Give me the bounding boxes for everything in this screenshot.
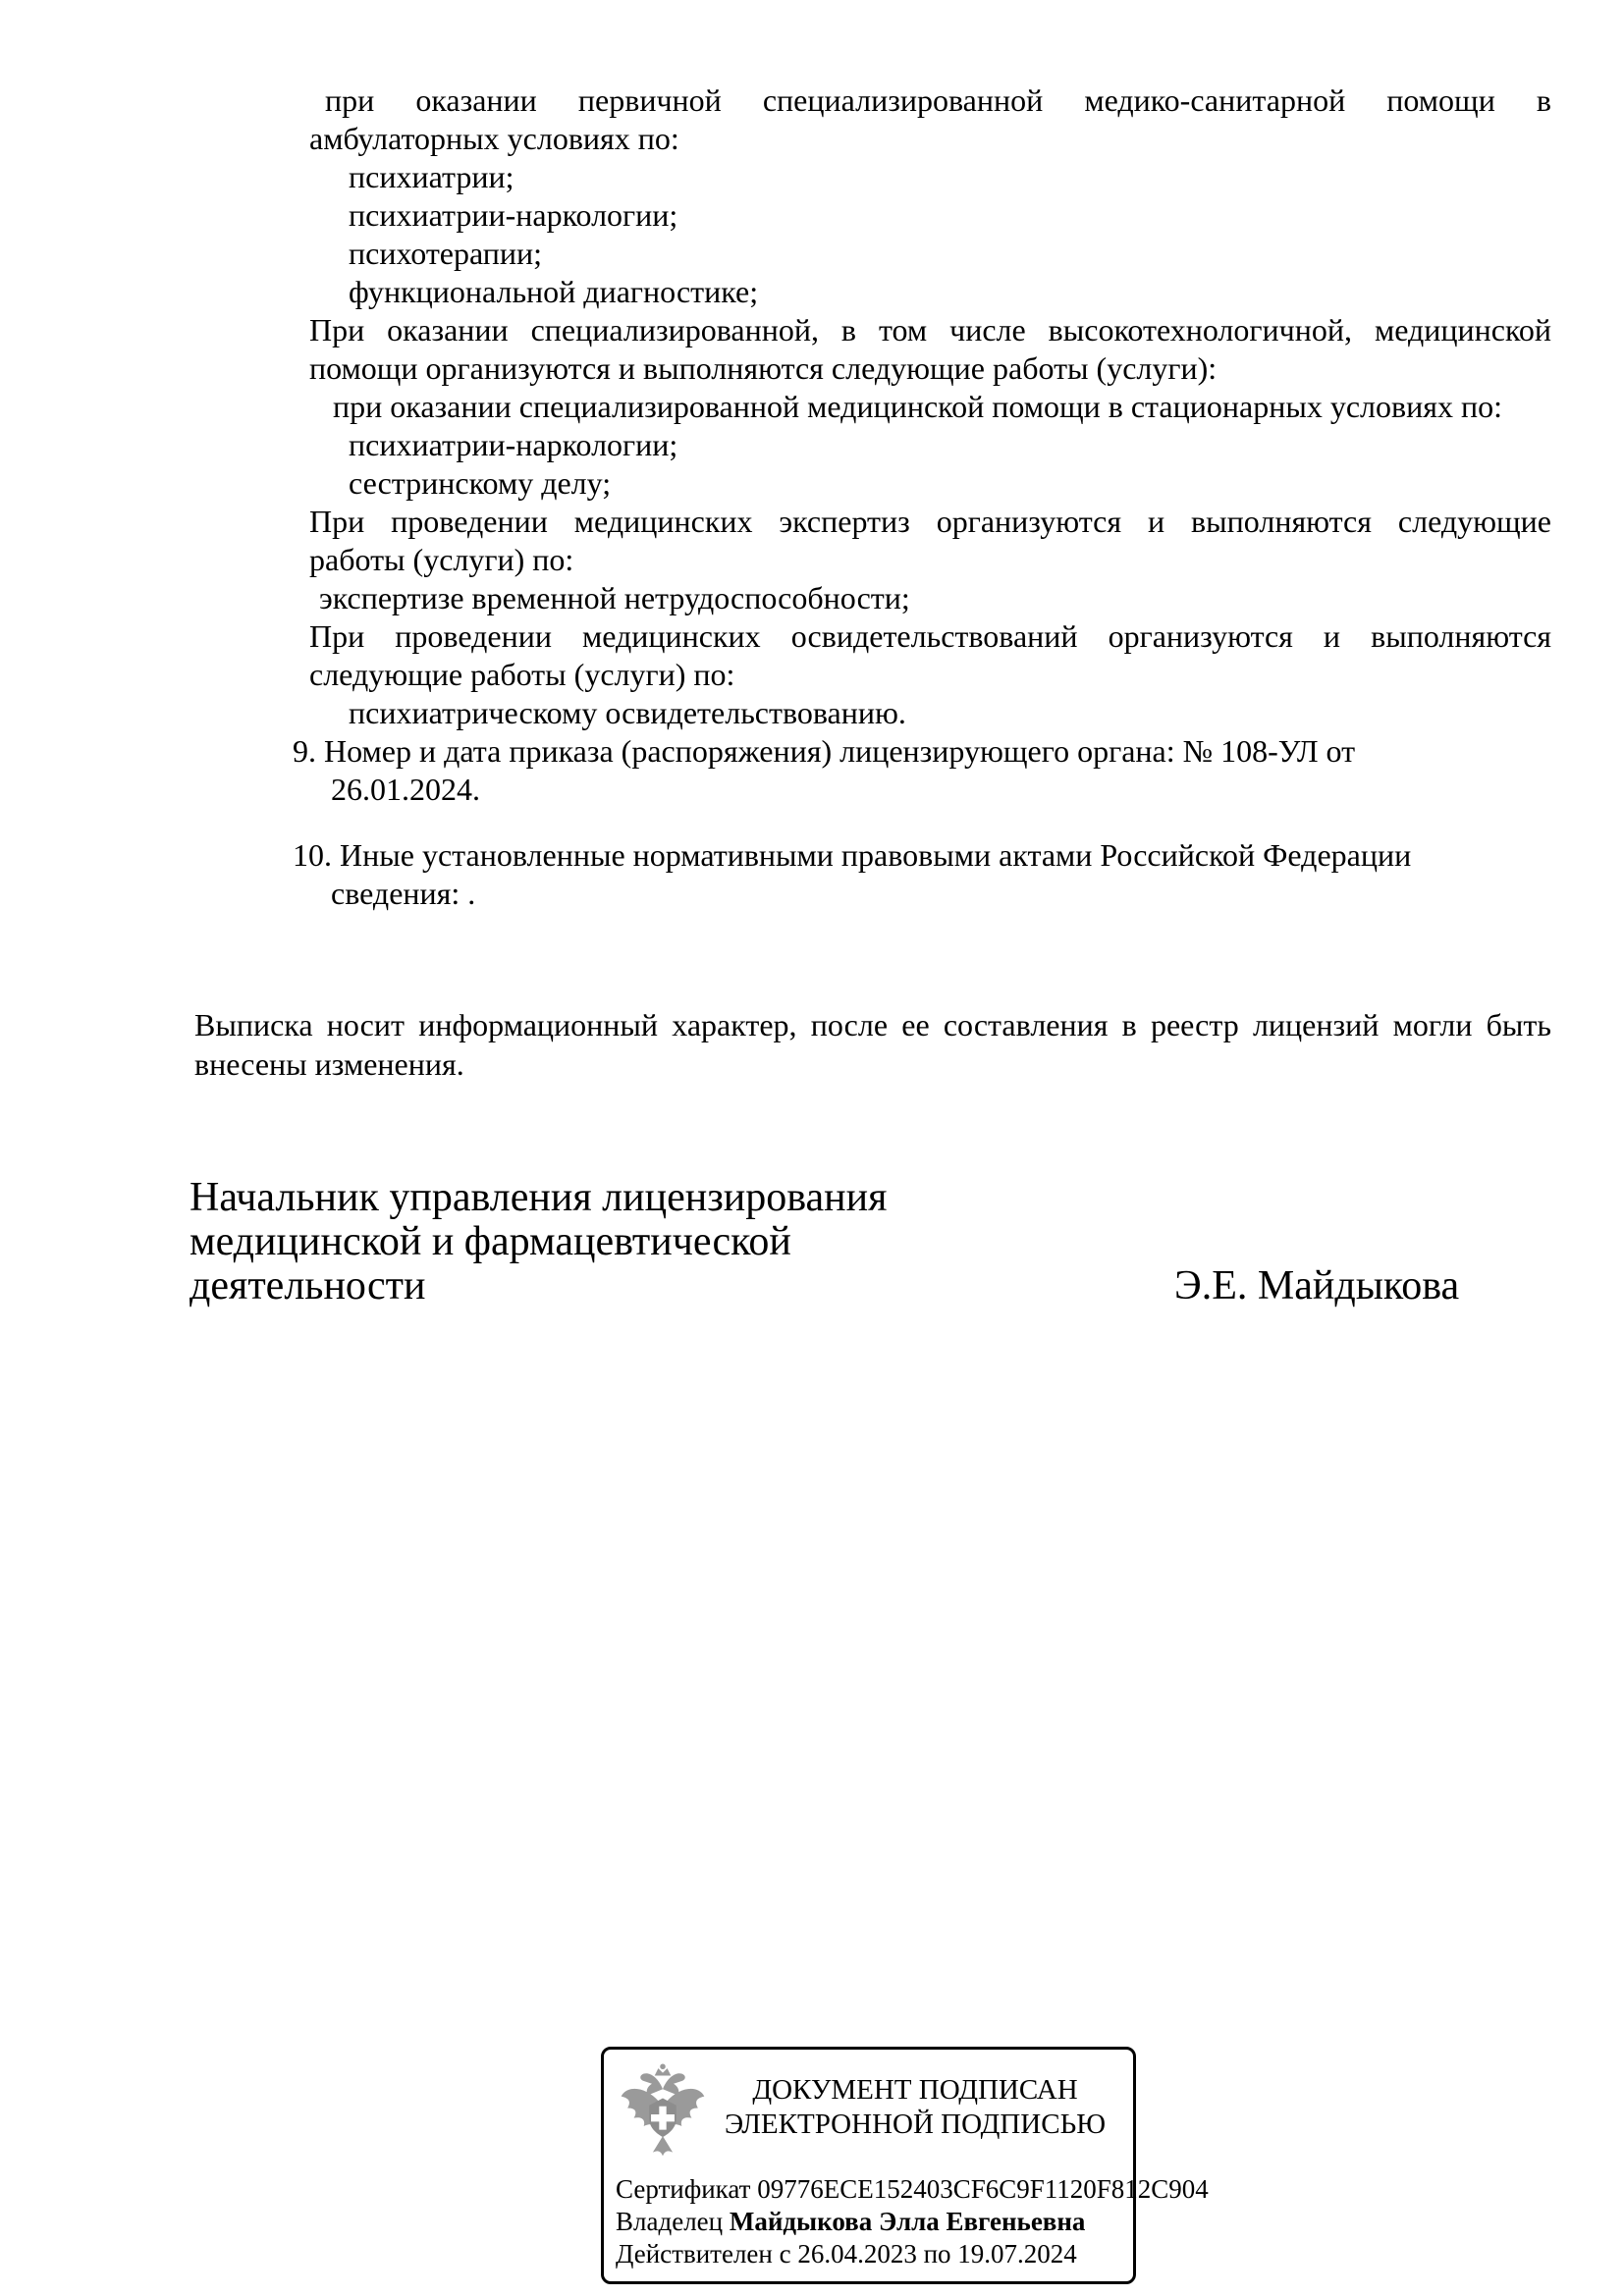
text-line: работы (услуги) по: bbox=[309, 542, 574, 577]
stamp-certificate bbox=[616, 2173, 1209, 2206]
text-line: При проведении медицинских освидетельствований организуются и выполняются bbox=[309, 618, 1551, 654]
stamp-validity: Действителен с 26.04.2023 по 19.07.2024 bbox=[616, 2239, 1077, 2269]
stamp-certificate-label: Сертификат bbox=[616, 2174, 758, 2204]
text-line: при оказании первичной специализированной медико-санитарной помощи в bbox=[325, 82, 1551, 118]
disclaimer bbox=[194, 1005, 1551, 1084]
stamp-info bbox=[616, 2173, 1209, 2270]
text-line: 26.01.2024. bbox=[331, 772, 480, 807]
signatory-title-line: медицинской и фармацевтической bbox=[189, 1219, 791, 1264]
text-line: помощи организуются и выполняются следующие работы (услуги): bbox=[309, 350, 1218, 386]
text-line: экспертизе временной нетрудоспособности; bbox=[319, 580, 910, 615]
stamp-title-line1: ДОКУМЕНТ ПОДПИСАН bbox=[752, 2074, 1078, 2106]
text-line: амбулаторных условиях по: bbox=[309, 121, 679, 156]
text-line: внесены изменения. bbox=[194, 1046, 464, 1082]
text-line: При оказании специализированной, в том числе высокотехнологичной, медицинской bbox=[309, 312, 1551, 347]
stamp-title-line2: ЭЛЕКТРОННОЙ ПОДПИСЬЮ bbox=[724, 2109, 1107, 2140]
signatory-title-line: деятельности bbox=[189, 1263, 426, 1308]
text-line: При проведении медицинских экспертиз организуются и выполняются следующие bbox=[309, 504, 1551, 539]
text-line: психотерапии; bbox=[349, 236, 543, 271]
text-line: Выписка носит информационный характер, после ее составления в реестр лицензий могли быть bbox=[194, 1007, 1551, 1042]
stamp-owner bbox=[616, 2206, 1126, 2238]
stamp-owner-label: Владелец bbox=[616, 2207, 730, 2236]
text-line: при оказании специализированной медицинской помощи в стационарных условиях по: bbox=[333, 389, 1502, 424]
stamp-certificate-value: 09776ECE152403CF6C9F1120F812C904 bbox=[757, 2174, 1209, 2204]
license-works-section bbox=[293, 81, 1551, 913]
text-line: 10. Иные установленные нормативными правовыми актами Российской Федерации bbox=[293, 837, 1412, 873]
stamp-owner-value: Майдыкова Элла Евгеньевна bbox=[729, 2207, 1086, 2236]
roszdravnadzor-eagle-icon bbox=[618, 2059, 708, 2169]
signatory-title-line: Начальник управления лицензирования bbox=[189, 1175, 888, 1220]
text-line: функциональной диагностике; bbox=[349, 274, 759, 309]
text-line: психиатрическому освидетельствованию. bbox=[349, 695, 906, 730]
text-line: следующие работы (услуги) по: bbox=[309, 657, 735, 692]
signatory-title bbox=[189, 1176, 1073, 1308]
text-line: психиатрии-наркологии; bbox=[349, 197, 678, 233]
stamp-title bbox=[714, 2073, 1116, 2142]
text-line: 9. Номер и дата приказа (распоряжения) лицензирующего органа: № 108-УЛ от bbox=[293, 733, 1356, 769]
signatory-name: Э.Е. Майдыкова bbox=[1174, 1263, 1460, 1308]
text-line: сведения: . bbox=[331, 876, 476, 911]
text-line: психиатрии; bbox=[349, 159, 514, 194]
text-line: сестринскому делу; bbox=[349, 465, 612, 501]
text-line: психиатрии-наркологии; bbox=[349, 427, 678, 462]
signature-stamp bbox=[601, 2047, 1209, 2284]
